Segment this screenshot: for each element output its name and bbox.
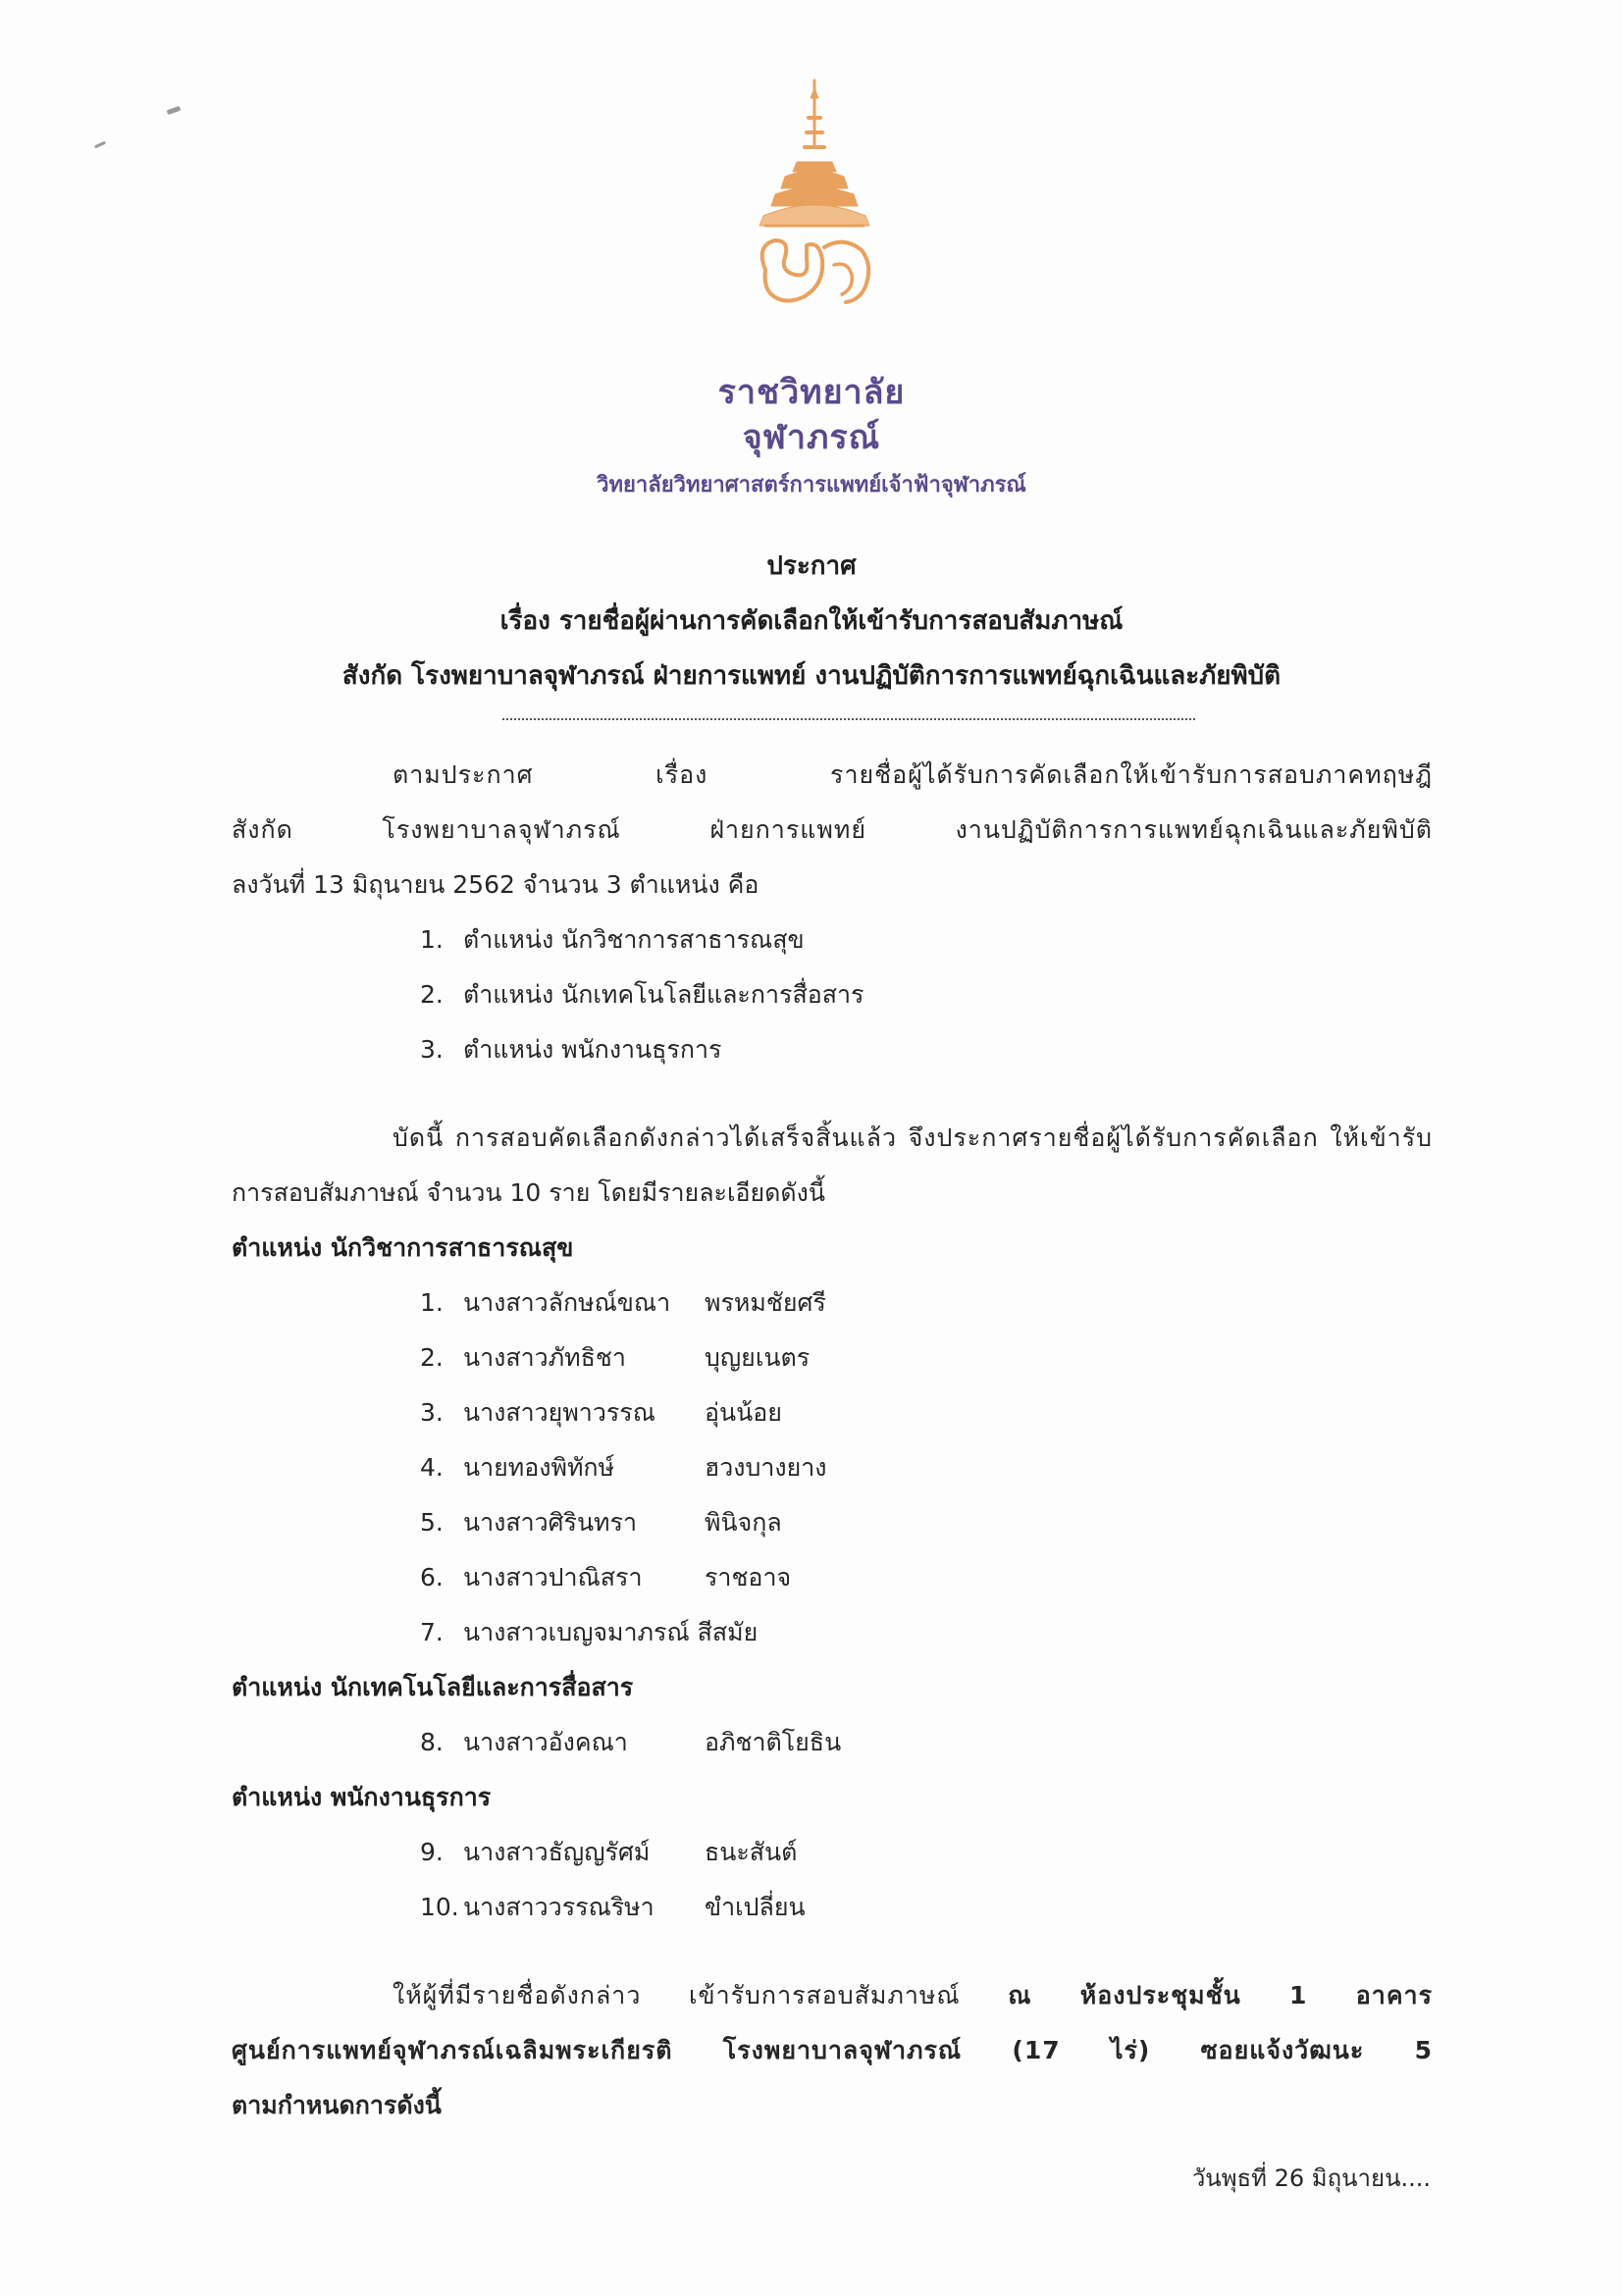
candidate-row bbox=[420, 1888, 806, 1923]
candidate-row bbox=[420, 1613, 758, 1648]
subject-heading: เรื่อง รายชื่อผู้ผ่านการคัดเลือกให้เข้ารับการสอบสัมภาษณ์ bbox=[499, 606, 1124, 636]
candidate-row bbox=[420, 1503, 782, 1539]
institution-name-line2: จุฬาภรณ์ bbox=[742, 418, 881, 457]
candidate-given-name: นางสาวศิรินทรา bbox=[463, 1508, 638, 1537]
position-label: ตำแหน่ง นักเทคโนโลยีและการสื่อสาร bbox=[463, 980, 864, 1009]
candidate-surname: ขำเปลี่ยน bbox=[705, 1893, 806, 1921]
intro-line-3: ลงวันที่ 13 มิถุนายน 2562 จำนวน 3 ตำแหน่ง คือ bbox=[232, 870, 759, 899]
royal-crown-emblem-icon bbox=[746, 78, 883, 324]
candidate-row bbox=[420, 1558, 791, 1593]
candidate-surname: พรหมชัยศรี bbox=[705, 1288, 826, 1317]
candidate-row bbox=[420, 1448, 827, 1484]
position-number: 3. bbox=[420, 1035, 444, 1064]
candidate-given-name: นางสาวเบญจมาภรณ์ bbox=[463, 1618, 690, 1646]
group-title: ตำแหน่ง นักวิชาการสาธารณสุข bbox=[232, 1233, 574, 1262]
candidate-row bbox=[420, 1833, 797, 1868]
result-line-2: การสอบสัมภาษณ์ จำนวน 10 ราย โดยมีรายละเอียดดังนี้ bbox=[232, 1178, 825, 1207]
candidate-given-name: นางสาวภัทธิชา bbox=[463, 1343, 626, 1372]
candidate-number: 1. bbox=[420, 1288, 444, 1317]
result-line-1: บัดนี้ การสอบคัดเลือกดังกล่าวได้เสร็จสิ้นแล้ว จึงประกาศรายชื่อผู้ได้รับการคัดเลือก ให้เข้ารับ bbox=[393, 1123, 1433, 1152]
candidate-number: 3. bbox=[420, 1398, 444, 1427]
candidate-number: 6. bbox=[420, 1563, 444, 1592]
candidate-number: 4. bbox=[420, 1453, 444, 1482]
candidate-given-name: นางสาวปาณิสรา bbox=[463, 1563, 643, 1592]
candidate-given-name: นางสาวธัญญรัศม์ bbox=[463, 1838, 651, 1866]
scan-speck bbox=[167, 106, 182, 115]
candidate-given-name: นางสาวยุพาวรรณ bbox=[463, 1398, 655, 1427]
position-label: ตำแหน่ง นักวิชาการสาธารณสุข bbox=[463, 925, 805, 954]
venue-line-1-text: ให้ผู้ที่มีรายชื่อดังกล่าว เข้ารับการสอบสัมภาษณ์ bbox=[393, 1981, 1009, 2009]
venue-location: ณ ห้องประชุมชั้น 1 อาคาร bbox=[1008, 1981, 1434, 2009]
candidate-number: 7. bbox=[420, 1618, 444, 1646]
candidate-number: 8. bbox=[420, 1728, 444, 1756]
venue-line-1 bbox=[393, 1976, 1433, 2015]
candidate-number: 9. bbox=[420, 1838, 444, 1866]
institution-name-line1: ราชวิทยาลัย bbox=[717, 373, 906, 412]
position-number: 1. bbox=[420, 925, 444, 954]
page-continuation: วันพุธที่ 26 มิถุนายน.... bbox=[1191, 2165, 1431, 2192]
candidate-surname: ธนะสันต์ bbox=[705, 1838, 798, 1866]
candidate-surname: พินิจกุล bbox=[705, 1508, 782, 1537]
group-title: ตำแหน่ง นักเทคโนโลยีและการสื่อสาร bbox=[232, 1673, 634, 1701]
dotted-divider bbox=[502, 718, 1195, 720]
announcement-heading: ประกาศ bbox=[766, 551, 857, 581]
position-label: ตำแหน่ง พนักงานธุรการ bbox=[463, 1035, 722, 1064]
candidate-surname: บุญยเนตร bbox=[705, 1343, 811, 1372]
position-list-item bbox=[420, 975, 864, 1015]
department-heading: สังกัด โรงพยาบาลจุฬาภรณ์ ฝ่ายการแพทย์ งานปฏิบัติการการแพทย์ฉุกเฉินและภัยพิบัติ bbox=[341, 661, 1282, 691]
candidate-given-name: นางสาววรรณริษา bbox=[463, 1893, 654, 1921]
candidate-surname: อุ่นน้อย bbox=[705, 1398, 782, 1427]
venue-line-3: ตามกำหนดการดังนี้ bbox=[232, 2091, 442, 2119]
candidate-surname: อภิชาติโยธิน bbox=[705, 1728, 842, 1756]
candidate-row bbox=[420, 1338, 810, 1374]
position-list-item bbox=[420, 920, 805, 960]
institution-subtitle: วิทยาลัยวิทยาศาสตร์การแพทย์เจ้าฟ้าจุฬาภรณ์ bbox=[597, 473, 1026, 497]
candidate-surname: ราชอาจ bbox=[705, 1563, 792, 1592]
intro-line-1: ตามประกาศ เรื่อง รายชื่อผู้ได้รับการคัดเลือกให้เข้ารับการสอบภาคทฤษฎี bbox=[393, 760, 1433, 789]
candidate-number: 10. bbox=[420, 1893, 459, 1921]
position-number: 2. bbox=[420, 980, 444, 1009]
candidate-number: 2. bbox=[420, 1343, 444, 1372]
group-title: ตำแหน่ง พนักงานธุรการ bbox=[232, 1783, 492, 1811]
candidate-surname: ฮวงบางยาง bbox=[705, 1453, 827, 1482]
candidate-row bbox=[420, 1283, 826, 1319]
candidate-row bbox=[420, 1723, 841, 1758]
position-list-item bbox=[420, 1030, 721, 1070]
candidate-given-name: นางสาวอังคณา bbox=[463, 1728, 628, 1756]
scan-speck bbox=[94, 141, 106, 149]
candidate-row bbox=[420, 1393, 782, 1429]
candidate-number: 5. bbox=[420, 1508, 444, 1537]
intro-line-2: สังกัด โรงพยาบาลจุฬาภรณ์ ฝ่ายการแพทย์ งานปฏิบัติการการแพทย์ฉุกเฉินและภัยพิบัติ bbox=[232, 815, 1433, 844]
candidate-given-name: นางสาวลักษณ์ขณา bbox=[463, 1288, 671, 1317]
candidate-given-name: นายทองพิทักษ์ bbox=[463, 1453, 615, 1482]
venue-line-2: ศูนย์การแพทย์จุฬาภรณ์เฉลิมพระเกียรติ โรงพยาบาลจุฬาภรณ์ (17 ไร่) ซอยแจ้งวัฒนะ 5 bbox=[232, 2036, 1433, 2064]
candidate-surname: สีสมัย bbox=[697, 1618, 759, 1646]
